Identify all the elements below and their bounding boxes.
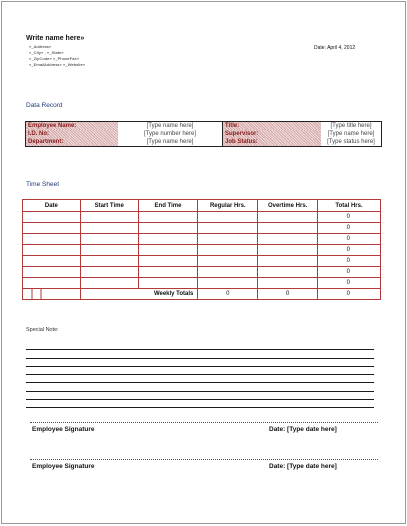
weekly-regular-total: 0 xyxy=(198,289,258,300)
total-hours-cell: 0 xyxy=(318,212,381,223)
weekly-totals-spacer xyxy=(23,289,81,300)
time-entry-cell[interactable] xyxy=(23,267,81,278)
time-entry-cell[interactable] xyxy=(198,234,258,245)
record-value-field[interactable]: [Type name here] xyxy=(118,122,223,131)
time-entry-cell[interactable] xyxy=(23,223,81,234)
time-entry-cell[interactable] xyxy=(258,234,318,245)
weekly-overtime-total: 0 xyxy=(258,289,318,300)
time-entry-cell[interactable] xyxy=(198,267,258,278)
note-line[interactable] xyxy=(26,383,374,391)
time-entry-cell[interactable] xyxy=(138,245,198,256)
note-line[interactable] xyxy=(26,359,374,367)
time-entry-cell[interactable] xyxy=(138,212,198,223)
total-hours-cell: 0 xyxy=(318,267,381,278)
note-line[interactable] xyxy=(26,392,374,400)
time-entry-cell[interactable] xyxy=(138,278,198,289)
data-record-row xyxy=(26,122,382,131)
time-entry-cell[interactable] xyxy=(258,256,318,267)
record-label: Department: xyxy=(26,138,119,147)
time-entry-cell[interactable] xyxy=(80,223,138,234)
data-record-table xyxy=(25,121,382,147)
note-line[interactable] xyxy=(26,400,374,408)
address-field[interactable]: «_Address» xyxy=(29,44,52,49)
signature-date-1[interactable]: Date: [Type date here] xyxy=(269,426,337,433)
note-line[interactable] xyxy=(26,342,374,350)
time-entry-cell[interactable] xyxy=(23,212,81,223)
weekly-totals-label: Weekly Totals xyxy=(80,289,198,300)
column-header: Total Hrs. xyxy=(318,200,381,212)
column-header: End Time xyxy=(138,200,198,212)
time-entry-cell[interactable] xyxy=(80,234,138,245)
column-header: Start Time xyxy=(80,200,138,212)
timesheet-page xyxy=(1,1,406,524)
note-line[interactable] xyxy=(26,375,374,383)
email-website-field[interactable]: «_EmailAddress» «_Website» xyxy=(29,62,86,67)
record-value-field-2[interactable]: [Type status here] xyxy=(327,139,375,145)
record-value-field[interactable]: [Type number here] xyxy=(118,130,223,138)
employee-signature-label-2: Employee Signature xyxy=(32,463,95,470)
date-value[interactable]: April 4, 2012 xyxy=(327,45,356,51)
total-hours-cell: 0 xyxy=(318,256,381,267)
date-label: Date: xyxy=(314,45,326,51)
time-entry-cell[interactable] xyxy=(138,267,198,278)
time-sheet-title: Time Sheet xyxy=(26,181,59,188)
data-record-row xyxy=(26,138,382,147)
time-sheet-row xyxy=(23,278,381,289)
time-entry-cell[interactable] xyxy=(23,234,81,245)
time-entry-cell[interactable] xyxy=(80,245,138,256)
column-header: Overtime Hrs. xyxy=(258,200,318,212)
special-note-lines[interactable] xyxy=(26,342,374,408)
weekly-grand-total: 0 xyxy=(318,289,381,300)
time-entry-cell[interactable] xyxy=(198,212,258,223)
record-value-field[interactable]: [Type name here] xyxy=(118,138,223,147)
time-entry-cell[interactable] xyxy=(258,267,318,278)
time-sheet-row xyxy=(23,256,381,267)
weekly-totals-row xyxy=(23,289,381,300)
time-sheet-row xyxy=(23,234,381,245)
time-sheet-header-row xyxy=(23,200,381,212)
record-label: Employee Name: xyxy=(26,122,119,131)
total-hours-cell: 0 xyxy=(318,245,381,256)
record-label: I.D. No: xyxy=(26,130,119,138)
employee-signature-label-1: Employee Signature xyxy=(32,426,95,433)
record-label-2: Supervisor: xyxy=(223,130,322,138)
time-entry-cell[interactable] xyxy=(258,212,318,223)
signature-line-1[interactable] xyxy=(30,422,378,423)
note-line[interactable] xyxy=(26,367,374,375)
total-hours-cell: 0 xyxy=(318,234,381,245)
time-sheet-row xyxy=(23,212,381,223)
record-label-2: Job Status: xyxy=(223,138,322,147)
special-note-title: Special Note: xyxy=(26,327,59,333)
note-line[interactable] xyxy=(26,350,374,358)
data-record-row xyxy=(26,130,382,138)
city-state-field[interactable]: «_City» , «_State» xyxy=(29,50,64,55)
signature-line-2[interactable] xyxy=(30,459,378,460)
time-entry-cell[interactable] xyxy=(198,256,258,267)
record-label-2: Title: xyxy=(223,122,322,131)
time-entry-cell[interactable] xyxy=(138,256,198,267)
zip-phone-field[interactable]: «_ZipCode» «_PhoneFax» xyxy=(29,56,80,61)
record-value-field-2[interactable]: [Type title here] xyxy=(330,123,372,129)
data-record-title: Data Record xyxy=(26,102,63,109)
time-sheet-row xyxy=(23,245,381,256)
time-sheet-table xyxy=(22,199,381,300)
time-entry-cell[interactable] xyxy=(258,223,318,234)
total-hours-cell: 0 xyxy=(318,223,381,234)
time-entry-cell[interactable] xyxy=(198,278,258,289)
time-entry-cell[interactable] xyxy=(198,245,258,256)
total-hours-cell: 0 xyxy=(318,278,381,289)
time-entry-cell[interactable] xyxy=(23,278,81,289)
employee-name-heading[interactable]: Write name here» xyxy=(26,35,85,42)
time-entry-cell[interactable] xyxy=(80,267,138,278)
time-entry-cell[interactable] xyxy=(258,278,318,289)
time-entry-cell[interactable] xyxy=(80,278,138,289)
time-sheet-row xyxy=(23,223,381,234)
signature-date-2[interactable]: Date: [Type date here] xyxy=(269,463,337,470)
time-entry-cell[interactable] xyxy=(23,245,81,256)
time-entry-cell[interactable] xyxy=(138,234,198,245)
time-entry-cell[interactable] xyxy=(198,223,258,234)
record-value-field-2[interactable]: [Type name here] xyxy=(327,131,375,137)
column-header: Regular Hrs. xyxy=(198,200,258,212)
date-display xyxy=(314,45,355,51)
time-entry-cell[interactable] xyxy=(80,212,138,223)
time-sheet-row xyxy=(23,267,381,278)
time-entry-cell[interactable] xyxy=(23,256,81,267)
time-entry-cell[interactable] xyxy=(80,256,138,267)
column-header: Date xyxy=(23,200,81,212)
time-entry-cell[interactable] xyxy=(258,245,318,256)
time-entry-cell[interactable] xyxy=(138,223,198,234)
